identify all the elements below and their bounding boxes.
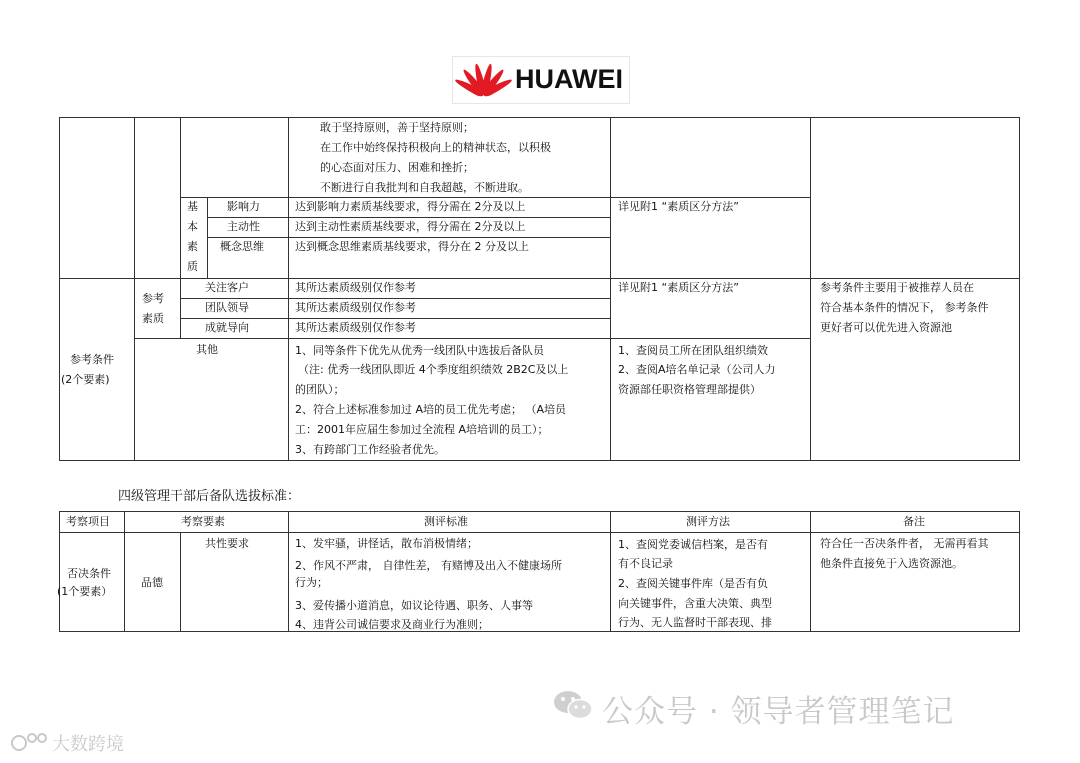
standard-text: 其所达素质级别仅作参考: [295, 321, 416, 334]
method-text: 详见附1 “素质区分方法”: [618, 281, 739, 294]
note-line: 符合任一否决条件者， 无需再看其: [820, 537, 989, 550]
header-notes: 备注: [903, 515, 925, 528]
reference-quality-label: 参考: [142, 292, 164, 305]
veto-condition-count: (1个要素）: [57, 585, 113, 598]
ethics-label: 品德: [141, 576, 163, 589]
watermark-text: 公众号 · 领导者管理笔记: [602, 694, 955, 730]
standard-text: 达到主动性素质基线要求，得分需在 2分及以上: [295, 220, 526, 233]
header-evaluation-method: 测评方法: [686, 515, 730, 528]
section-title: 四级管理干部后备队选拔标准：: [118, 489, 301, 504]
other-standard-line: 3、有跨部门工作经验者优先。: [295, 443, 445, 456]
method-line: 2、查阅关键事件库（是否有负: [618, 577, 768, 590]
note-text: 参考条件主要用于被推荐人员在: [820, 281, 974, 294]
huawei-petal-icon: [457, 59, 509, 101]
other-method-line: 2、查阅A培名单记录（公司人力: [618, 363, 776, 376]
standard-line: 1、发牢骚，讲怪话，散布消极情绪；: [295, 537, 478, 550]
method-text: 详见附1 “素质区分方法”: [618, 200, 739, 213]
reference-condition-label: 参考条件: [70, 353, 114, 366]
standard-text-line: 在工作中始终保持积极向上的精神状态，以积极: [320, 141, 551, 154]
header-evaluation-standard: 测评标准: [424, 515, 468, 528]
other-method-line: 1、查阅员工所在团队组织绩效: [618, 344, 768, 357]
method-line: 1、查阅党委诚信档案，是否有: [618, 538, 768, 551]
corner-logo-icon: [10, 730, 50, 754]
element-item: 主动性: [227, 220, 260, 233]
method-line: 向关键事件，含重大决策、典型: [618, 597, 772, 610]
standard-line: 3、爱传播小道消息，如议论待遇、职务、人事等: [295, 599, 533, 612]
other-label: 其他: [196, 343, 218, 356]
basic-quality-label-char: 素: [187, 240, 198, 253]
basic-quality-label-char: 基: [187, 200, 198, 213]
other-standard-line: 的团队）；: [295, 383, 345, 396]
other-method-line: 资源部任职资格管理部提供）: [618, 383, 761, 396]
other-standard-line: 工：2001年应届生参加过全流程 A培培训的员工）；: [295, 423, 549, 436]
note-text: 符合基本条件的情况下， 参考条件: [820, 301, 989, 314]
standard-text: 达到概念思维素质基线要求，得分在 2 分及以上: [295, 240, 529, 253]
element-item: 团队领导: [205, 301, 249, 314]
element-item: 关注客户: [205, 281, 249, 294]
method-line: 行为、无人监督时干部表现、排: [618, 616, 772, 629]
element-item: 概念思维: [220, 240, 264, 253]
other-standard-line: 1、同等条件下优先从优秀一线团队中选拔后备队员: [295, 344, 544, 357]
basic-quality-label-char: 本: [187, 220, 198, 233]
standard-line: 4、违背公司诚信要求及商业行为准则；: [295, 618, 489, 631]
basic-quality-label-char: 质: [187, 260, 198, 273]
standard-text-line: 敢于坚持原则，善于坚持原则；: [320, 121, 474, 134]
standard-line: 2、作风不严肃， 自律性差， 有赌博及出入不健康场所: [295, 559, 562, 572]
standard-text: 达到影响力素质基线要求，得分需在 2分及以上: [295, 200, 526, 213]
standard-text-line: 不断进行自我批判和自我超越，不断进取。: [320, 181, 529, 194]
header-assessment-item: 考察项目: [66, 515, 110, 528]
standard-text-line: 的心态面对压力、困难和挫折；: [320, 161, 474, 174]
veto-condition-label: 否决条件: [67, 567, 111, 580]
standard-text: 其所达素质级别仅作参考: [295, 301, 416, 314]
wechat-icon: [552, 688, 594, 722]
method-line: 有不良记录: [618, 557, 673, 570]
reference-quality-label: 素质: [142, 312, 164, 325]
element-item: 成就导向: [205, 321, 249, 334]
corner-watermark-text: 大数跨境: [52, 734, 124, 755]
standard-line: 行为；: [295, 576, 328, 589]
header-assessment-element: 考察要素: [181, 515, 225, 528]
other-standard-line: 2、符合上述标准参加过 A培的员工优先考虑； （A培员: [295, 403, 567, 416]
standard-text: 其所达素质级别仅作参考: [295, 281, 416, 294]
note-line: 他条件直接免于入选资源池。: [820, 557, 963, 570]
other-standard-line: （注: 优秀一线团队即近 4个季度组织绩效 2B2C及以上: [298, 363, 569, 376]
note-text: 更好者可以优先进入资源池: [820, 321, 952, 334]
common-requirement-label: 共性要求: [205, 537, 249, 550]
element-item: 影响力: [227, 200, 260, 213]
huawei-wordmark: HUAWEI: [515, 64, 623, 94]
reference-condition-count: (2个要素): [61, 373, 110, 386]
